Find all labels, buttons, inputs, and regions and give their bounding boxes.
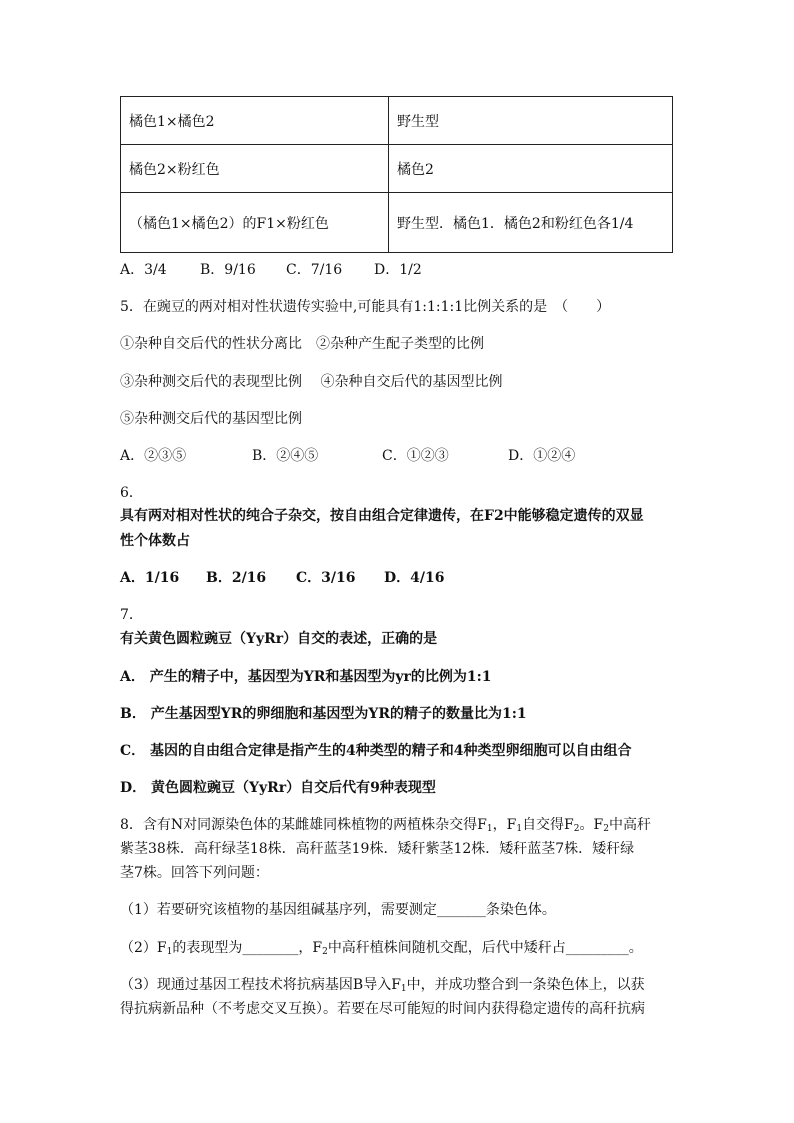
q8-sub-question-3-cont: 得抗病新品种（不考虑交叉互换）。若要在尽可能短的时间内获得稳定遗传的高秆抗病 [120,1001,645,1017]
q8-text: 8．含有N对同源染色体的某雌雄同株植物的两植株杂交得F [120,817,487,833]
q8-stem-line: 紫茎38株．高秆绿茎18株．高秆蓝茎19株．矮秆紫茎12株．矮秆蓝茎7株．矮秆绿 [120,841,635,857]
q5-option-c: C．①②③ [382,448,449,464]
q4-option-a: A．3/4 [120,262,167,278]
q8-sub: 1 [516,824,523,834]
q8-text: 的表现型为________，F [172,940,323,956]
table-cell-cross: （橘色1×橘色2）的F1×粉红色 [121,193,389,253]
table-cell-cross: 橘色1×橘色2 [121,97,389,145]
q8-sub-question-1: （1）若要研究该植物的基因组碱基序列，需要测定_______条染色体。 [120,902,556,918]
cross-results-table [120,96,673,253]
q8-text: ，F [492,817,517,833]
q4-option-b: B．9/16 [200,262,256,278]
q8-text: 中，并成功整合到一条染色体上，以获 [406,977,645,993]
q8-text: 。F [579,817,604,833]
q4-options [120,259,422,279]
table-row [121,193,673,253]
q8-text: 中高秆植株间随机交配，后代中矮秆占_________。 [327,940,643,956]
q7-option-c: C． 基因的自由组合定律是指产生的4种类型的精子和4种类型卵细胞可以自由组合 [120,743,632,759]
q5-options [120,445,575,465]
table-cell-result: 野生型 [389,97,673,145]
q6-number: 6． [120,485,143,501]
q6-option-b: B．2/16 [206,570,267,586]
table-cell-cross: 橘色2×粉红色 [121,145,389,193]
q6-option-a: A．1/16 [120,570,180,586]
q5-option-d: D．①②④ [508,448,576,464]
table-cell-result: 橘色2 [389,145,673,193]
q7-option-b: B． 产生基因型YR的卵细胞和基因型为YR的精子的数量比为1:1 [120,706,527,722]
q8-sub: 2 [603,824,609,834]
table-row [121,145,673,193]
q5-option-a: A．②③⑤ [120,448,187,464]
q8-text: 中高秆 [608,817,651,833]
q7-option-d: D． 黄色圆粒豌豆（YyRr）自交后代有9种表现型 [120,780,436,796]
q5-item: ①杂种自交后代的性状分离比 ②杂种产生配子类型的比例 [120,336,484,352]
q7-number: 7． [120,607,143,623]
q5-item: ⑤杂种测交后代的基因型比例 [120,411,302,427]
q8-sub: 1 [400,984,407,994]
q7-option-a: A． 产生的精子中，基因型为YR和基因型为yr的比例为1:1 [120,669,492,685]
q7-stem: 有关黄色圆粒豌豆（YyRr）自交的表述，正确的是 [120,631,438,647]
q8-sub: 1 [166,947,173,957]
q6-options [120,567,444,587]
q8-sub: 2 [573,824,580,834]
q8-sub-question-2 [120,937,643,957]
q4-option-c: C．7/16 [286,262,343,278]
q8-stem-line: 茎7株。回答下列问题： [120,865,269,881]
q8-text: （3）现通过基因工程技术将抗病基因B导入F [120,977,401,993]
q4-option-d: D．1/2 [374,262,422,278]
q6-option-c: C．3/16 [296,570,356,586]
q8-text: 自交得F [522,817,574,833]
q8-sub-question-3 [120,974,645,994]
q5-stem: 5．在豌豆的两对相对性状遗传实验中,可能具有1:1:1:1比例关系的是 （ ） [120,299,611,315]
q6-stem: 具有两对相对性状的纯合子杂交，按自由组合定律遗传，在F2中能够稳定遗传的双显 [120,508,644,524]
q5-item: ③杂种测交后代的表现型比例 ④杂种自交后代的基因型比例 [120,374,503,390]
q8-text: （2）F [120,940,167,956]
q8-stem-line [120,814,651,834]
table-cell-result: 野生型．橘色1．橘色2和粉红色各1/4 [389,193,673,253]
q6-option-d: D．4/16 [384,570,445,586]
q8-sub: 1 [486,824,493,834]
q6-stem: 性个体数占 [120,533,190,549]
table-row [121,97,673,145]
q8-sub: 2 [322,947,328,957]
q5-option-b: B．②④⑤ [252,448,319,464]
